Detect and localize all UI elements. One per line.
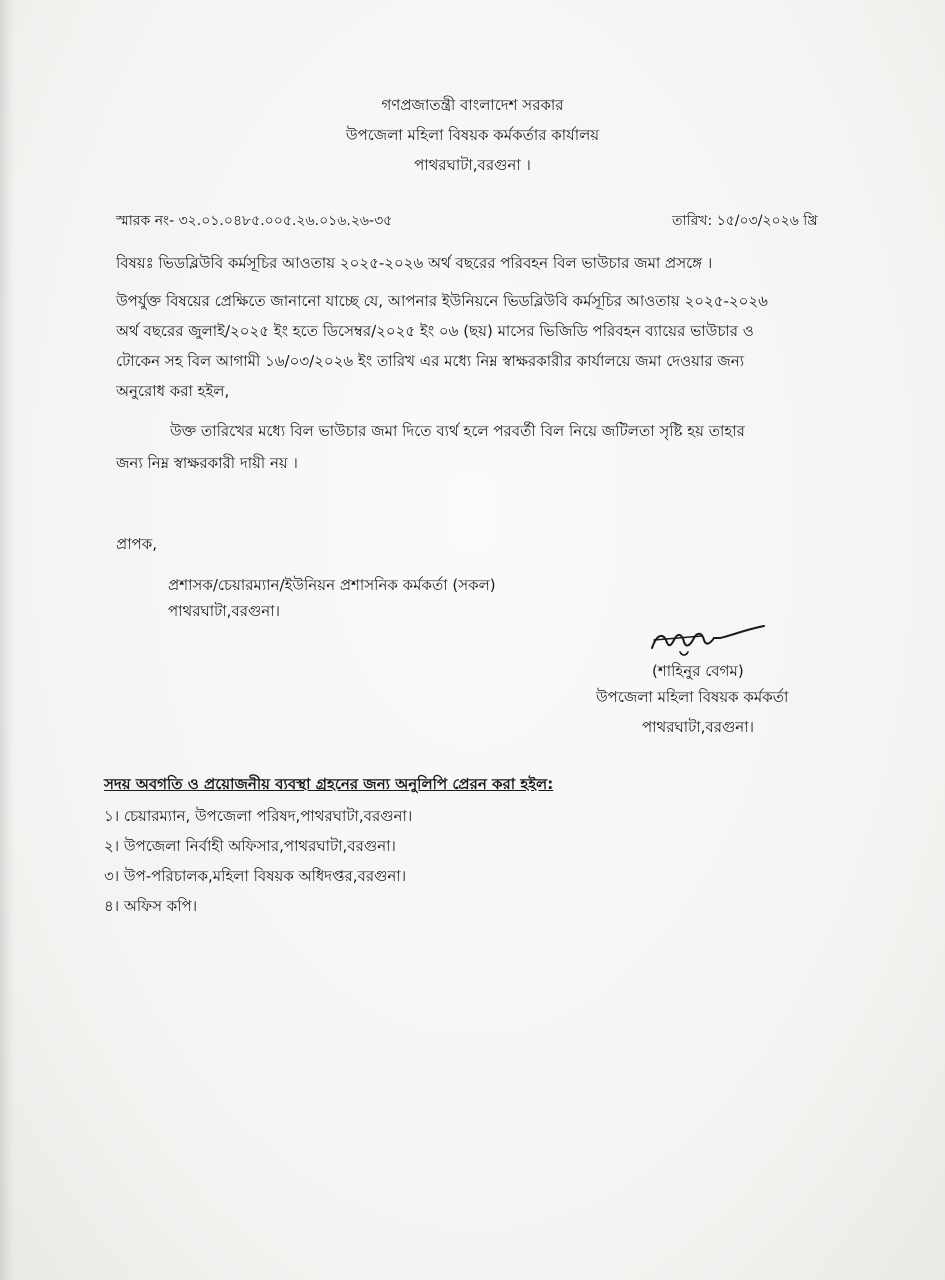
cc-item-4: ৪। অফিস কপি।	[104, 897, 198, 915]
cc-item-1: ১। চেয়ারম্যান, উপজেলা পরিষদ,পাথরঘাটা,বরগুনা।	[104, 807, 413, 825]
signature-mark	[640, 618, 770, 666]
header-location: পাথরঘাটা,বরগুনা ।	[414, 156, 531, 174]
memo-date: তারিখ: ১৫/০৩/২০২৬ খ্রি	[672, 213, 818, 229]
page-edge-shadow	[0, 0, 14, 1280]
memo-reference: স্মারক নং- ৩২.০১.০৪৮৫.০০৫.২৬.০১৬.২৬-৩৫	[116, 213, 393, 229]
body-p1-line3: টোকেন সহ বিল আগামী ১৬/০৩/২০২৬ ইং তারিখ এর মধ্যে নিম্ন স্বাক্ষরকারীর কার্যালয়ে জমা দেওয়ার জন্য	[116, 352, 745, 370]
body-p2-line1: উক্ত তারিখের মধ্যে বিল ভাউচার জমা দিতে ব্যর্থ হলে পরবর্তী বিল নিয়ে জটিলতা সৃষ্টি হয় তাহার	[170, 422, 745, 440]
signatory-place: পাথরঘাটা,বরগুনা।	[642, 718, 754, 736]
body-p1-line2: অর্থ বছরের জুলাই/২০২৫ ইং হতে ডিসেম্বর/২০২৫ ইং ০৬ (ছয়) মাসের ভিজিডি পরিবহন ব্যায়ের ভাউচার ও	[116, 322, 754, 340]
body-p1-line1: উপর্যুক্ত বিষয়ের প্রেক্ষিতে জানানো যাচ্ছে যে, আপনার ইউনিয়নে ভিডব্লিউবি কর্মসূচির আওতায় ২০২৫-২০২৬	[116, 292, 768, 310]
body-p2-line2: জন্য নিম্ন স্বাক্ষরকারী দায়ী নয় ।	[116, 454, 298, 472]
recipient-line2: পাথরঘাটা,বরগুনা।	[168, 602, 280, 620]
cc-item-2: ২। উপজেলা নির্বাহী অফিসার,পাথরঘাটা,বরগুনা।	[104, 837, 396, 855]
recipient-line1: প্রশাসক/চেয়ারম্যান/ইউনিয়ন প্রশাসনিক কর্মকর্তা (সকল)	[168, 576, 496, 594]
body-p1-line4: অনুরোধ করা হইল,	[116, 382, 230, 400]
cc-item-3: ৩। উপ-পরিচালক,মহিলা বিষয়ক অধিদপ্তর,বরগুনা।	[104, 867, 407, 885]
header-office: উপজেলা মহিলা বিষয়ক কর্মকর্তার কার্যালয়	[345, 126, 600, 144]
signatory-designation: উপজেলা মহিলা বিষয়ক কর্মকর্তা	[596, 688, 789, 706]
cc-title: সদয় অবগতি ও প্রয়োজনীয় ব্যবস্থা গ্রহনের জন্য অনুলিপি প্রেরন করা হইল:	[104, 775, 554, 793]
signatory-name: (শাহিনুর বেগম)	[652, 662, 744, 680]
header-government: গণপ্রজাতন্ত্রী বাংলাদেশ সরকার	[381, 96, 564, 114]
subject-line: বিষয়ঃ ভিডব্লিউবি কর্মসূচির আওতায় ২০২৫-২০২৬ অর্থ বছরের পরিবহন বিল ভাউচার জমা প্রসঙ্গে ।	[116, 254, 713, 272]
recipient-label: প্রাপক,	[116, 535, 157, 553]
